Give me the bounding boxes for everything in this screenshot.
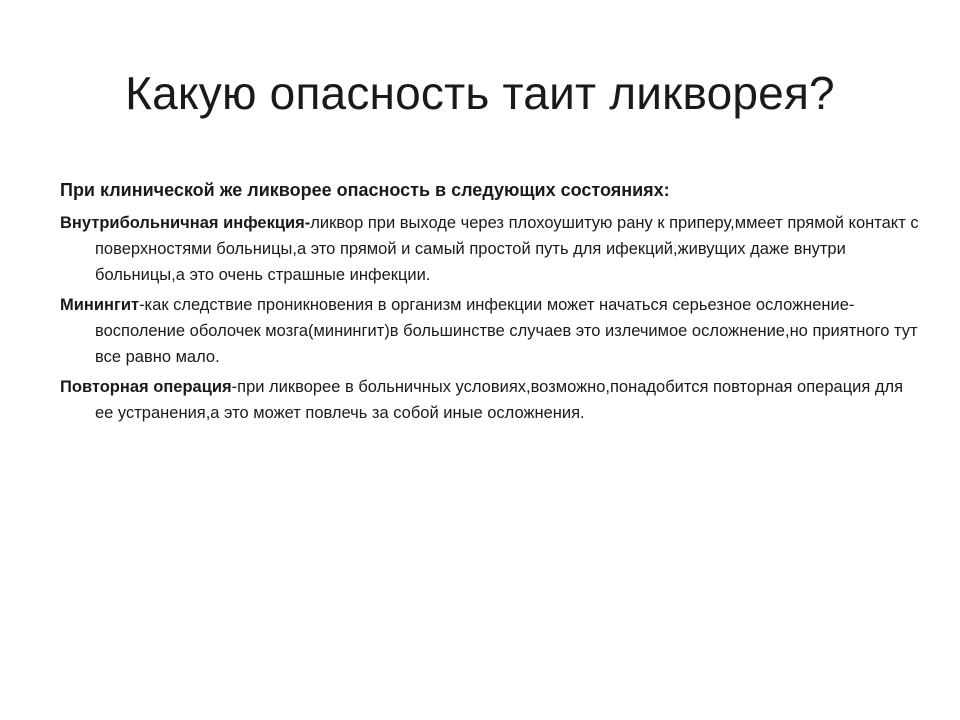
item-term: Минингит <box>60 296 140 314</box>
item-text: ликвор при выходе через плохоушитую рану к приперу,ммеет прямой контакт с поверхностями больницы,а это прямой и самый простой путь для ифекций,живущих даже внутри больницы,а это очень страшные инфекции. <box>95 214 919 284</box>
item-term: Внутрибольничная инфекция- <box>60 214 311 232</box>
list-item-reoperation <box>60 374 920 426</box>
item-term: Повторная операция <box>60 378 232 396</box>
slide-title: Какую опасность таит ликворея? <box>125 67 835 119</box>
intro-text: При клинической же ликворее опасность в следующих состояниях: <box>60 180 670 200</box>
list-item-meningitis <box>60 292 920 370</box>
item-text: -при ликворее в больничных условиях,возможно,понадобится повторная операция для ее устранения,а это может повлечь за собой иные осложнения. <box>95 378 904 422</box>
slide-content <box>60 178 920 430</box>
list-item-infection <box>60 210 920 288</box>
item-text: -как следствие проникновения в организм инфекции может начаться серьезное осложнение-восполение оболочек мозга(минингит)в большинстве случаев это излечимое осложнение,но приятного тут все равно мало. <box>95 296 918 366</box>
